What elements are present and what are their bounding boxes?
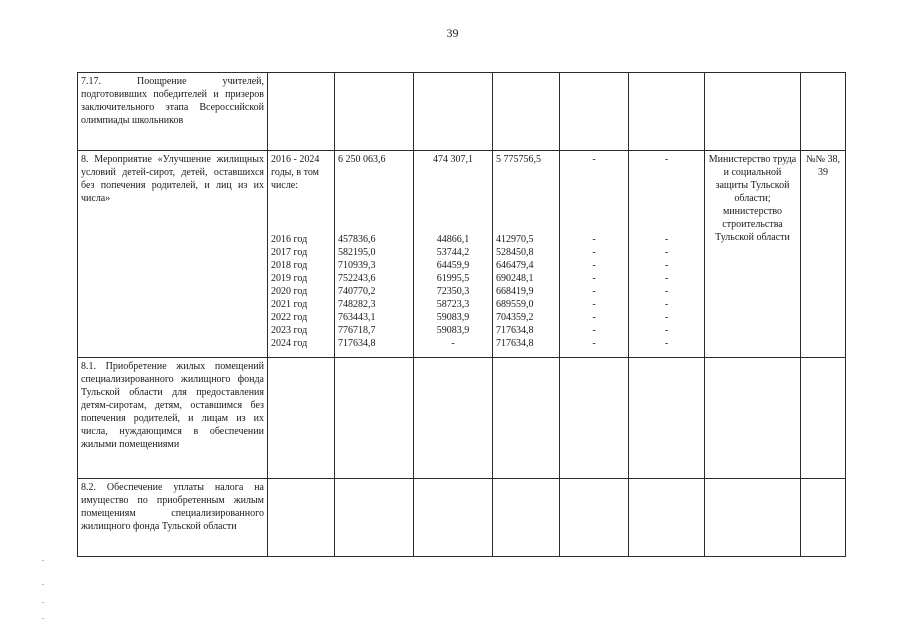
federal-value: 61995,5 [436,272,470,284]
regional-value: 690248,1 [496,272,534,284]
regional-value: 412970,5 [496,233,534,245]
column6-value: - [664,311,669,323]
year-label: 2017 год [271,246,308,258]
year-label: 2020 год [271,285,308,297]
item-description: 8.1. Приобретение жилых помещений специализированного жилищного фонда Тульской области для предоставления детям-сиротам, детям, оставшимся без попечения родителей, и лицам из их числа, нуждающимся в обеспечении жилыми помещениями [78,358,268,479]
column5-value: - [592,259,596,271]
column5-value: - [592,233,596,245]
year-label: 2023 год [271,324,308,336]
federal-value: 72350,3 [436,285,470,297]
regional-value: 704359,2 [496,311,534,323]
total-value: 582195,0 [338,246,376,258]
regional-value: 689559,0 [496,298,534,310]
column5-value: - [592,272,596,284]
total-value: 752243,6 [338,272,376,284]
column6-value: - [664,272,669,284]
federal-value: 59083,9 [436,311,470,323]
total-value: 763443,1 [338,311,376,323]
total-amount: 6 250 063,6 [335,151,414,231]
total-value: 717634,8 [338,337,376,349]
period-total: 2016 - 2024 годы, в том числе: [268,151,335,231]
column5-value: - [560,151,629,231]
federal-value: 53744,2 [436,246,470,258]
table-row-8-summary [78,151,846,231]
federal-by-year [417,233,489,350]
federal-amount: 474 307,1 [414,151,493,231]
years-list [271,233,331,350]
item-description: 7.17. Поощрение учителей, подготовивших победителей и призеров заключительного этапа Всероссийской олимпиады школьников [78,73,268,151]
totals-by-year [338,233,410,350]
regional-value: 646479,4 [496,259,534,271]
column6-value: - [664,298,669,310]
column5-value: - [592,246,596,258]
column6-value: - [664,337,669,349]
regional-by-year [496,233,556,350]
item-description: 8.2. Обеспечение уплаты налога на имущество по приобретенным жилым помещениям специализированного жилищного фонда Тульской области [78,479,268,557]
column6-value: - [664,246,669,258]
total-value: 457836,6 [338,233,376,245]
regional-amount: 5 775756,5 [493,151,560,231]
program-table [77,72,846,557]
regional-value: 528450,8 [496,246,534,258]
column5-value: - [592,337,596,349]
regional-value: 717634,8 [496,337,534,349]
year-label: 2019 год [271,272,308,284]
total-value: 776718,7 [338,324,376,336]
federal-value: 44866,1 [436,233,470,245]
regional-value: 668419,9 [496,285,534,297]
column6-value: - [664,285,669,297]
year-label: 2021 год [271,298,308,310]
year-label: 2024 год [271,337,308,349]
column5-value: - [592,324,596,336]
total-value: 748282,3 [338,298,376,310]
column5-by-year [563,233,625,350]
year-label: 2018 год [271,259,308,271]
total-value: 740770,2 [338,285,376,297]
column6-value: - [664,233,669,245]
table-row-7-17 [78,73,846,151]
column6-by-year [632,233,701,350]
federal-value: - [451,337,455,349]
column6-value: - [664,259,669,271]
executor: Министерство труда и социальной защиты Тульской области; министерство строительства Тульской области [705,151,801,358]
column6-value: - [629,151,705,231]
page-number: 39 [446,26,459,40]
federal-value: 58723,3 [436,298,470,310]
year-label: 2022 год [271,311,308,323]
federal-value: 59083,9 [436,324,470,336]
indicator-refs: №№ 38, 39 [801,151,846,358]
table-row-8-2 [78,479,846,557]
federal-value: 64459,9 [436,259,470,271]
table-row-8-1 [78,358,846,479]
total-value: 710939,3 [338,259,376,271]
column5-value: - [592,285,596,297]
item-description: 8. Мероприятие «Улучшение жилищных условий детей-сирот, детей, оставшихся без попечения родителей, и лиц из их числа» [78,151,268,358]
column6-value: - [664,324,669,336]
column5-value: - [592,298,596,310]
regional-value: 717634,8 [496,324,534,336]
year-label: 2016 год [271,233,308,245]
column5-value: - [592,311,596,323]
